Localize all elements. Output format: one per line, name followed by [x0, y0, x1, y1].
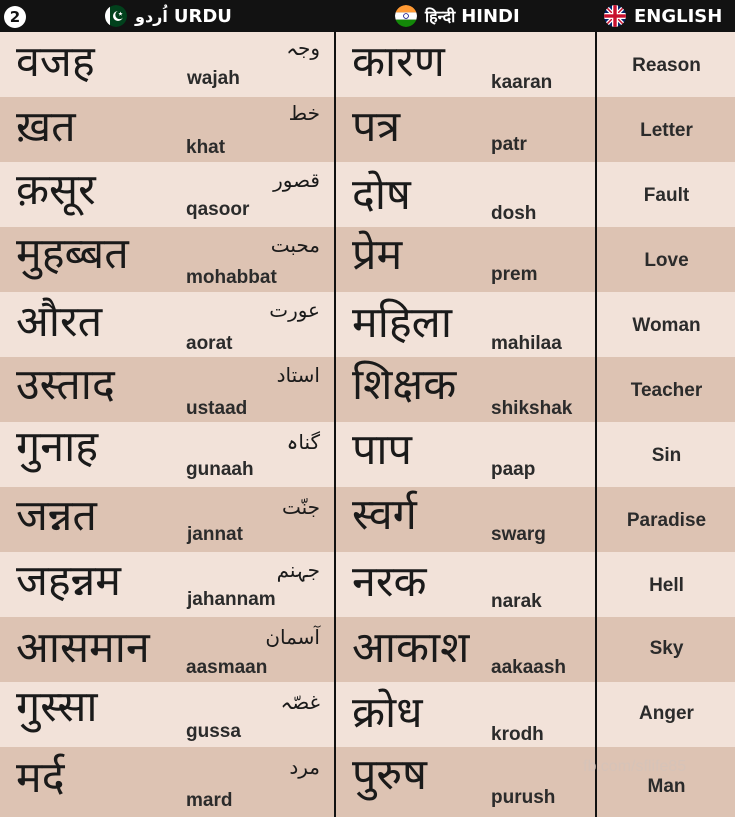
- english-word: Sky: [649, 638, 684, 659]
- word-row: [0, 552, 735, 617]
- urdu-devanagari-word: क़सूर: [16, 165, 96, 215]
- hindi-devanagari-word: स्वर्ग: [352, 490, 417, 540]
- urdu-devanagari-word: ख़त: [16, 102, 76, 152]
- urdu-transliteration: gunaah: [186, 459, 254, 480]
- hindi-devanagari-word: क्रोध: [352, 688, 423, 738]
- urdu-transliteration: aasmaan: [186, 657, 268, 678]
- hindi-transliteration: prem: [491, 264, 538, 285]
- hindi-label: HINDI: [461, 5, 520, 27]
- word-row: [0, 682, 735, 747]
- hindi-transliteration: swarg: [491, 524, 546, 545]
- hindi-transliteration: shikshak: [491, 398, 573, 419]
- hindi-devanagari-word: पत्र: [352, 102, 401, 152]
- number-badge: 2: [4, 6, 26, 28]
- hindi-devanagari-word: पाप: [352, 425, 412, 475]
- urdu-devanagari-word: वजह: [16, 37, 95, 87]
- word-row: [0, 422, 735, 487]
- urdu-label: URDU: [173, 5, 232, 27]
- hindi-devanagari-word: प्रेम: [352, 230, 403, 280]
- word-row: [0, 617, 735, 682]
- english-word: Fault: [643, 185, 690, 206]
- hindi-transliteration: paap: [491, 459, 536, 480]
- word-row: [0, 227, 735, 292]
- urdu-arabic-word: عورت: [269, 298, 320, 322]
- urdu-devanagari-word: औरत: [16, 297, 103, 347]
- urdu-devanagari-word: मुहब्बत: [16, 229, 129, 279]
- hindi-devanagari-word: पुरुष: [352, 750, 427, 800]
- hindi-transliteration: aakaash: [491, 657, 567, 678]
- hindi-devanagari-word: नरक: [352, 557, 427, 607]
- urdu-header: [105, 0, 232, 32]
- hindi-transliteration: dosh: [491, 203, 537, 224]
- urdu-transliteration: gussa: [186, 721, 241, 742]
- word-rows: [0, 32, 735, 817]
- urdu-transliteration: khat: [186, 137, 226, 158]
- urdu-devanagari-word: जहन्नम: [16, 556, 121, 606]
- urdu-devanagari-word: मर्द: [16, 753, 65, 803]
- english-word: Anger: [639, 703, 694, 724]
- india-flag-icon: [395, 5, 417, 27]
- english-word: Paradise: [626, 510, 707, 531]
- hindi-devanagari-word: आकाश: [352, 623, 470, 673]
- word-row: [0, 162, 735, 227]
- urdu-devanagari-word: जन्नत: [16, 491, 97, 541]
- hindi-transliteration: mahilaa: [491, 333, 562, 354]
- urdu-arabic-word: قصور: [273, 168, 320, 192]
- urdu-arabic-word: خط: [288, 101, 320, 125]
- english-word: Teacher: [630, 380, 703, 401]
- urdu-arabic-word: محبت: [270, 233, 320, 257]
- hindi-script-label: हिन्दी: [425, 7, 456, 26]
- urdu-arabic-word: مرد: [289, 755, 320, 779]
- hindi-devanagari-word: दोष: [352, 170, 411, 220]
- urdu-arabic-word: جنّت: [281, 495, 320, 519]
- word-row: [0, 487, 735, 552]
- hindi-devanagari-word: कारण: [352, 37, 445, 87]
- urdu-devanagari-word: गुस्सा: [16, 682, 98, 732]
- urdu-arabic-word: غصّہ: [280, 690, 320, 714]
- english-word: Hell: [649, 575, 684, 596]
- urdu-transliteration: mohabbat: [186, 267, 277, 288]
- word-row: [0, 32, 735, 97]
- watermark: fb.com/sflife85: [583, 758, 687, 775]
- urdu-arabic-word: استاد: [276, 363, 320, 387]
- urdu-devanagari-word: उस्ताद: [16, 360, 115, 410]
- word-row: [0, 97, 735, 162]
- column-divider-urdu-hindi: [334, 32, 336, 817]
- urdu-script-label: اُردو: [135, 6, 168, 26]
- urdu-transliteration: jahannam: [187, 589, 276, 610]
- english-word: Sin: [651, 445, 682, 466]
- english-word: Reason: [632, 55, 701, 76]
- hindi-transliteration: kaaran: [491, 72, 553, 93]
- pakistan-flag-icon: [105, 5, 127, 27]
- english-word: Woman: [632, 315, 701, 336]
- urdu-transliteration: qasoor: [186, 199, 250, 220]
- urdu-arabic-word: گناہ: [286, 430, 320, 454]
- english-word: Man: [647, 776, 686, 797]
- english-word: Love: [644, 250, 689, 271]
- hindi-transliteration: purush: [491, 787, 556, 808]
- hindi-transliteration: patr: [491, 134, 527, 155]
- urdu-arabic-word: وجہ: [286, 36, 320, 60]
- urdu-transliteration: wajah: [187, 68, 240, 89]
- hindi-header: [395, 0, 520, 32]
- word-row: [0, 357, 735, 422]
- urdu-transliteration: mard: [186, 790, 233, 811]
- urdu-arabic-word: آسمان: [265, 625, 320, 649]
- urdu-devanagari-word: गुनाह: [16, 422, 99, 472]
- hindi-transliteration: narak: [491, 591, 542, 612]
- hindi-devanagari-word: महिला: [352, 298, 452, 348]
- english-label: ENGLISH: [634, 5, 723, 27]
- urdu-arabic-word: جہنم: [276, 558, 320, 582]
- word-row: [0, 292, 735, 357]
- urdu-transliteration: ustaad: [186, 398, 248, 419]
- urdu-transliteration: aorat: [186, 333, 233, 354]
- uk-flag-icon: [604, 5, 626, 27]
- english-word: Letter: [640, 120, 693, 141]
- english-header: [604, 0, 722, 32]
- hindi-transliteration: krodh: [491, 724, 544, 745]
- column-divider-hindi-english: [595, 32, 597, 817]
- hindi-devanagari-word: शिक्षक: [352, 360, 457, 410]
- urdu-devanagari-word: आसमान: [16, 623, 150, 673]
- urdu-transliteration: jannat: [187, 524, 243, 545]
- header-bar: [0, 0, 735, 32]
